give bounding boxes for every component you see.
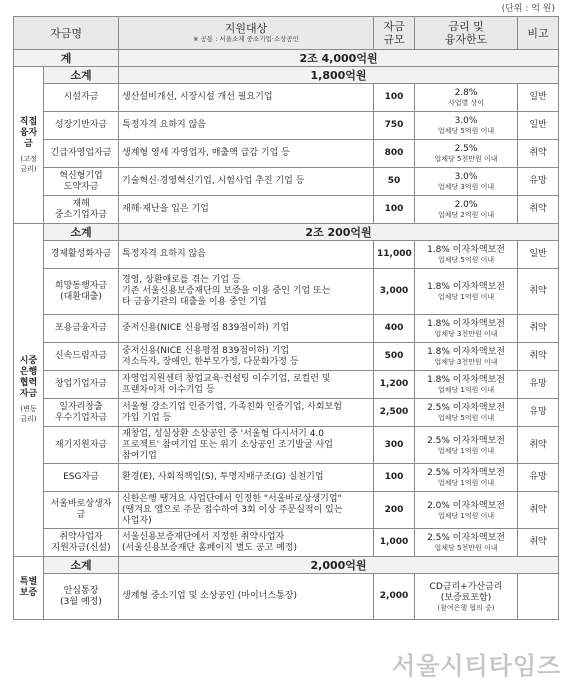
fund-rate: 2.5% 이자차액보전 업체당 1억원 이내 <box>415 464 518 492</box>
fund-row <box>14 492 559 529</box>
fund-name: 안심통장 (3월 예정) <box>44 574 119 620</box>
fund-rate: 1.8% 이자차액보전 업체당 5억원 이내 <box>415 241 518 269</box>
fund-rate: 1.8% 이자차액보전 업체당 3천만원 이내 <box>415 315 518 343</box>
fund-rate-limit: 업체당 1억원 이내 <box>437 511 495 520</box>
fund-rate-limit: 업체당 5천만원 이내 <box>434 544 498 552</box>
fund-target: 중저신용(NICE 신용평점 839점이하) 기업 <box>119 315 374 343</box>
fund-rate: 2.5% 이자차액보전 업체당 1억원 이내 <box>415 427 518 464</box>
header-size-line1: 자금 <box>383 20 405 33</box>
fund-rate-limit: 업체당 1억원 이내 <box>437 386 495 394</box>
subtotal-row <box>14 67 559 84</box>
fund-rate-limit: 업체당 3천만원 이내 <box>434 358 498 366</box>
total-label: 계 <box>14 50 119 67</box>
fund-rate: 2.0% 업체당 2억원 이내 <box>415 196 518 224</box>
fund-name: 시설자금 <box>44 84 119 112</box>
fund-rate-limit: 사업별 상이 <box>447 99 485 107</box>
fund-target: 재창업, 성실상환 소상공인 중 '서울형 다시서기 4.0 프로젝트' 참여기업 또는 위기 소상공인 조기발굴 사업 참여기업 <box>119 427 374 464</box>
header-target-note: ※ 공통 : 서울소재 중소기업·소상공인 <box>193 35 299 43</box>
fund-row <box>14 371 559 399</box>
header-rate-line2: 융자한도 <box>444 33 488 46</box>
fund-row <box>14 196 559 224</box>
loan-fund-table <box>13 16 559 620</box>
fund-rate: 1.8% 이자차액보전 업체당 3천만원 이내 <box>415 343 518 371</box>
fund-note: 유망 <box>518 168 559 196</box>
fund-note: 취약 <box>518 343 559 371</box>
total-amount: 2조 4,000억원 <box>119 50 559 67</box>
header-rate-line1: 금리 및 <box>448 20 484 33</box>
fund-amount: 1,200 <box>374 371 415 399</box>
category-note: (변동 금리) <box>20 405 37 423</box>
fund-amount: 100 <box>374 464 415 492</box>
fund-rate: 2.8% 사업별 상이 <box>415 84 518 112</box>
header-target-label: 지원대상 <box>224 22 268 35</box>
fund-amount: 200 <box>374 492 415 529</box>
fund-rate-limit: 업체당 1억원 이내 <box>437 446 495 455</box>
fund-row <box>14 399 559 427</box>
fund-amount: 750 <box>374 112 415 140</box>
fund-rate: 3.0% 업체당 5억원 이내 <box>415 112 518 140</box>
header-size <box>374 17 415 50</box>
fund-note: 취약 <box>518 492 559 529</box>
fund-name: 재기지원자금 <box>44 427 119 464</box>
category-cell: 직접 융자 금 (고정 금리) <box>14 67 44 224</box>
fund-note <box>518 574 559 620</box>
fund-rate: CD금리+가산금리 (보증료포함) (참여은행 협의 중) <box>415 574 518 620</box>
fund-target: 신한은행 땡겨요 사업단에서 인정한 "서울바로상생기업" (땡겨요 앱으로 주문 접수하여 3회 이상 주문실적이 있는 사업자) <box>119 492 374 529</box>
fund-rate: 1.8% 이자차액보전 업체당 1억원 이내 <box>415 371 518 399</box>
fund-name: 서울바로상생자금 <box>44 492 119 529</box>
fund-target: 경영, 상환애로를 겪는 기업 등 기존 서울신용보증재단의 보증을 이용 중인 기업 또는 타 금융기관의 대출을 이용 중인 기업 <box>119 269 374 315</box>
fund-target: 서울신용보증재단에서 지정한 취약사업자 (서울신용보증재단 홈페이지 별도 공고 예정) <box>119 529 374 557</box>
subtotal-label: 소계 <box>44 224 119 241</box>
header-size-line2: 규모 <box>383 33 405 46</box>
fund-amount: 50 <box>374 168 415 196</box>
fund-rate-limit: 업체당 1억원 이내 <box>437 293 495 301</box>
fund-name: 일자리창출 우수기업자금 <box>44 399 119 427</box>
subtotal-label: 소계 <box>44 67 119 84</box>
fund-note: 취약 <box>518 427 559 464</box>
fund-name: 신속드림자금 <box>44 343 119 371</box>
fund-name: 성장기반자금 <box>44 112 119 140</box>
fund-name: ESG자금 <box>44 464 119 492</box>
fund-rate-limit: (참여은행 협의 중) <box>437 603 495 612</box>
fund-rate-limit: 업체당 5천만원 이내 <box>434 155 498 163</box>
fund-name: 창업기업자금 <box>44 371 119 399</box>
fund-rate-limit: 업체당 3억원 이내 <box>437 183 495 191</box>
fund-note: 취약 <box>518 269 559 315</box>
fund-name: 취약사업자 지원자금(신설) <box>44 529 119 557</box>
fund-target: 생산설비개선, 시장시설 개선 필요기업 <box>119 84 374 112</box>
fund-row <box>14 464 559 492</box>
fund-note: 취약 <box>518 140 559 168</box>
total-row <box>14 50 559 67</box>
fund-amount: 2,500 <box>374 399 415 427</box>
subtotal-row <box>14 557 559 574</box>
fund-target: 자영업지원센터 창업교육·컨설팅 이수기업, 로컬런 및 프랜차이저 이수기업 등 <box>119 371 374 399</box>
fund-rate: 2.5% 업체당 5천만원 이내 <box>415 140 518 168</box>
fund-note: 취약 <box>518 315 559 343</box>
fund-row <box>14 343 559 371</box>
fund-row <box>14 140 559 168</box>
fund-rate: 2.5% 이자차액보전 업체당 5천만원 이내 <box>415 529 518 557</box>
fund-amount: 400 <box>374 315 415 343</box>
fund-row <box>14 529 559 557</box>
fund-row <box>14 112 559 140</box>
fund-name: 희망동행자금 (대환대출) <box>44 269 119 315</box>
fund-amount: 2,000 <box>374 574 415 620</box>
fund-rate-limit: 업체당 3천만원 이내 <box>434 330 498 338</box>
fund-amount: 100 <box>374 84 415 112</box>
fund-amount: 300 <box>374 427 415 464</box>
subtotal-amount: 2,000억원 <box>119 557 559 574</box>
header-fund-name: 자금명 <box>14 17 119 50</box>
fund-rate: 1.8% 이자차액보전 업체당 1억원 이내 <box>415 269 518 315</box>
fund-note: 일반 <box>518 84 559 112</box>
fund-rate: 2.5% 이자차액보전 업체당 5억원 이내 <box>415 399 518 427</box>
category-note: (고정 금리) <box>20 154 37 173</box>
fund-name: 혁신형기업 도약자금 <box>44 168 119 196</box>
fund-amount: 500 <box>374 343 415 371</box>
fund-amount: 11,000 <box>374 241 415 269</box>
fund-target: 특정자격 요하지 않음 <box>119 241 374 269</box>
fund-target: 특정자격 요하지 않음 <box>119 112 374 140</box>
fund-rate: 2.0% 이자차액보전 업체당 1억원 이내 <box>415 492 518 529</box>
fund-target: 중저신용(NICE 신용평점 839점이하) 기업 저소득자, 장애인, 한부모가정, 다문화가정 등 <box>119 343 374 371</box>
fund-target: 생계형 중소기업 및 소상공인 (마이너스통장) <box>119 574 374 620</box>
fund-row <box>14 269 559 315</box>
fund-row <box>14 241 559 269</box>
fund-amount: 100 <box>374 196 415 224</box>
fund-target: 재해·재난을 입은 기업 <box>119 196 374 224</box>
fund-note: 유망 <box>518 371 559 399</box>
fund-name: 재해 중소기업자금 <box>44 196 119 224</box>
fund-target: 기술혁신·경영혁신기업, 시험사업 추진 기업 등 <box>119 168 374 196</box>
watermark: 서울시티타임즈 <box>392 652 562 680</box>
fund-amount: 800 <box>374 140 415 168</box>
fund-row <box>14 315 559 343</box>
fund-rate-limit: 업체당 2억원 이내 <box>437 211 495 219</box>
header-note: 비고 <box>518 17 559 50</box>
subtotal-amount: 2조 200억원 <box>119 224 559 241</box>
fund-rate-limit: 업체당 5억원 이내 <box>437 256 495 264</box>
fund-amount: 3,000 <box>374 269 415 315</box>
fund-note: 유망 <box>518 464 559 492</box>
fund-name: 긴급자영업자금 <box>44 140 119 168</box>
category-cell: 특별 보증 <box>14 557 44 620</box>
header-row <box>14 17 559 50</box>
fund-target: 생계형 영세 자영업자, 매출액 급감 기업 등 <box>119 140 374 168</box>
fund-note: 일반 <box>518 241 559 269</box>
category-cell: 시중 은행 협력 자금 (변동 금리) <box>14 224 44 557</box>
fund-note: 취약 <box>518 196 559 224</box>
subtotal-amount: 1,800억원 <box>119 67 559 84</box>
header-rate <box>415 17 518 50</box>
fund-rate-limit: 업체당 5억원 이내 <box>437 127 495 135</box>
unit-label: (단위 : 억 원) <box>501 4 555 14</box>
fund-rate-limit: 업체당 1억원 이내 <box>437 479 495 487</box>
fund-rate-limit: 업체당 5억원 이내 <box>437 414 495 422</box>
fund-row <box>14 427 559 464</box>
fund-note: 취약 <box>518 529 559 557</box>
header-target <box>119 17 374 50</box>
fund-target: 환경(E), 사회적책임(S), 투명지배구조(G) 실천기업 <box>119 464 374 492</box>
fund-note: 유망 <box>518 399 559 427</box>
fund-amount: 1,000 <box>374 529 415 557</box>
fund-target: 서울형 강소기업 인증기업, 가족친화 인증기업, 사회보험 가입 기업 등 <box>119 399 374 427</box>
subtotal-label: 소계 <box>44 557 119 574</box>
fund-row <box>14 168 559 196</box>
fund-row <box>14 574 559 620</box>
fund-note: 일반 <box>518 112 559 140</box>
subtotal-row <box>14 224 559 241</box>
fund-name: 경제활성화자금 <box>44 241 119 269</box>
fund-row <box>14 84 559 112</box>
fund-rate: 3.0% 업체당 3억원 이내 <box>415 168 518 196</box>
fund-name: 포용금융자금 <box>44 315 119 343</box>
